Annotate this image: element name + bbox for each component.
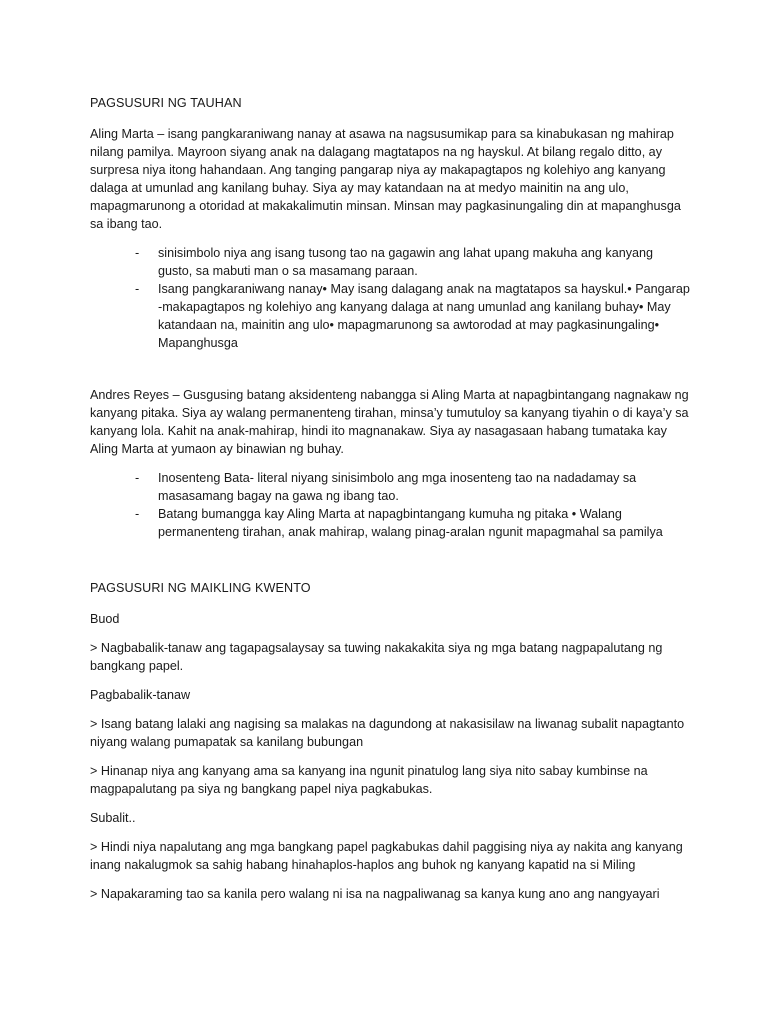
paragraph-subalit-1: > Hindi niya napalutang ang mga bangkang papel pagkabukas dahil paggising niya ay nakita ang kanyang inang nakalugmok sa sahig habang hinahaplos-haplos ang buhok ng kanyang kapatid na si Miling [90, 840, 683, 872]
label-subalit: Subalit.. [90, 811, 136, 825]
paragraph-buod: > Nagbabalik-tanaw ang tagapagsalaysay sa tuwing nakakakita siya ng mga batang nagpapalutang ng bangkang papel. [90, 641, 663, 673]
paragraph-pagbabalik-2: > Hinanap niya ang kanyang ama sa kanyang ina ngunit pinatulog lang siya nito sabay kumbinse na magpapalutang pa siya ng bangkang papel niya pagkabukas. [90, 764, 648, 796]
list-item [90, 469, 690, 505]
paragraph-andres-reyes: Andres Reyes – Gusgusing batang aksidenteng nabangga si Aling Marta at napagbintangang nagnakaw ng kanyang pitaka. Siya ay walang permanenteng tirahan, minsa’y tumutuloy sa kanyang tiyahin o di kaya’y sa kanyang lola. Kahit na anak-mahirap, hindi ito magnanakaw. Siya ay nasagasaan habang tumataka kay Aling Marta at yumaon ay binawian ng buhay. [90, 388, 689, 456]
paragraph-subalit-2: > Napakaraming tao sa kanila pero walang ni isa na nagpaliwanag sa kanya kung ano ang nangyayari [90, 887, 660, 901]
list-item-text: Batang bumangga kay Aling Marta at napagbintangang kumuha ng pitaka • Walang permanenteng tirahan, anak mahirap, walang pinag-aralan ngunit mapagmahal sa pamilya [158, 507, 663, 539]
list-item-text: sinisimbolo niya ang isang tusong tao na gagawin ang lahat upang makuha ang kanyang gusto, sa mabuti man o sa masamang paraan. [158, 246, 654, 278]
list-item-text: Isang pangkaraniwang nanay• May isang dalagang anak na magtatapos sa hayskul.• Pangarap -makapagtapos ng kolehiyo ang kanyang dalaga at nang umunlad ang kanilang buhay• May katandaan na, mainitin ang ulo• mapagmarunong sa awtorodad at may pagkasinungaling• Mapanghusga [158, 282, 690, 350]
label-pagbabalik-tanaw: Pagbabalik-tanaw [90, 688, 191, 702]
label-buod: Buod [90, 612, 120, 626]
section-heading-kwento: PAGSUSURI NG MAIKLING KWENTO [90, 581, 311, 595]
section-heading-tauhan: PAGSUSURI NG TAUHAN [90, 96, 242, 110]
bullet-dash: - [135, 471, 140, 485]
list-item [90, 280, 690, 352]
list-item-text: Inosenteng Bata- literal niyang sinisimbolo ang mga inosenteng tao na nadadamay sa masasamang bagay na gawa ng ibang tao. [158, 471, 637, 503]
paragraph-pagbabalik-1: > Isang batang lalaki ang nagising sa malakas na dagundong at nakasisilaw na liwanag subalit napagtanto niyang walang pumapatak sa kanilang bubungan [90, 717, 685, 749]
bullet-list-andres-reyes [90, 469, 690, 541]
bullet-dash: - [135, 282, 140, 296]
document-page [90, 94, 690, 914]
bullet-dash: - [135, 507, 140, 521]
list-item [90, 505, 690, 541]
paragraph-aling-marta: Aling Marta – isang pangkaraniwang nanay at asawa na nagsusumikap para sa kinabukasan ng mahirap nilang pamilya. Mayroon siyang anak na dalagang magtatapos na ng hayskul. At bilang regalo ditto, ay surpresa niya itong hahandaan. Ang tanging pangarap niya ay makapagtapos ng kolehiyo ang kanyang dalaga at umunlad ang kanilang buhay. Siya ay may katandaan na at medyo mainitin na ang ulo, mapagmarunong a otoridad at makakalimutin minsan. Minsan may pagkasinungaling din at mapanghusga sa ibang tao. [90, 127, 681, 231]
list-item [90, 244, 690, 280]
bullet-list-aling-marta [90, 244, 690, 352]
bullet-dash: - [135, 246, 140, 260]
